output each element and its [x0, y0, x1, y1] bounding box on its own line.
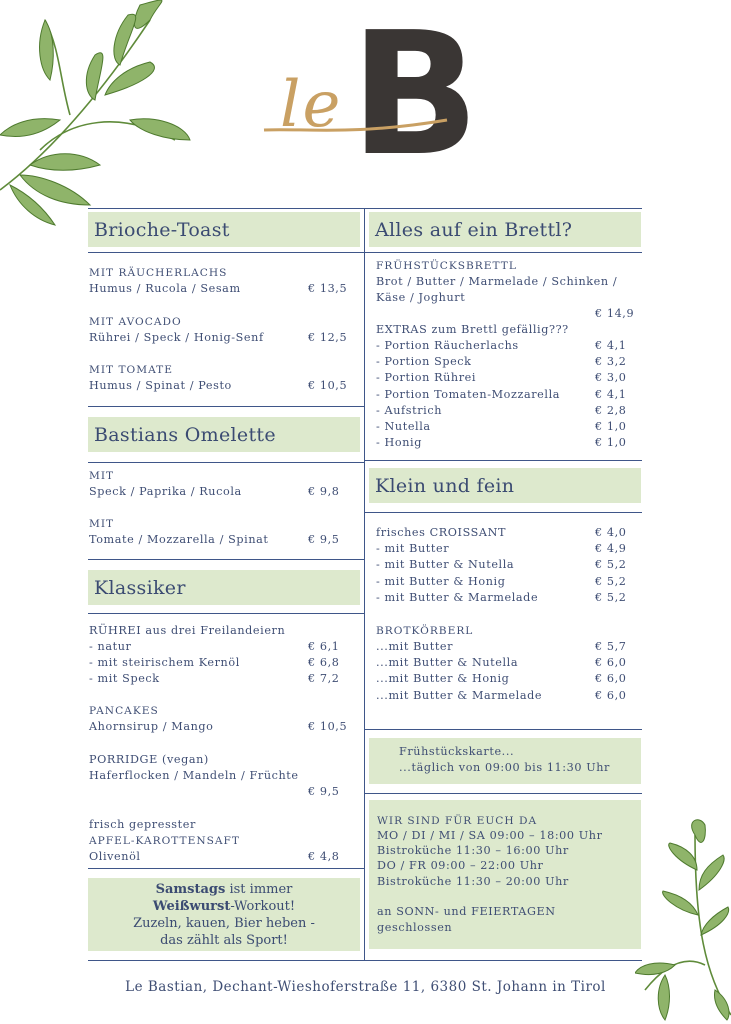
column-divider — [364, 208, 365, 960]
menu-option: ...mit Butter & Honig — [376, 672, 510, 686]
item-option: - mit steirischem Kernöl — [89, 656, 240, 669]
menu-option-price: € 6,0 — [595, 688, 627, 702]
promo-line-4: das zählt als Sport! — [160, 933, 288, 948]
item-heading: MIT — [89, 518, 115, 530]
section-title-brettl: Alles auf ein Brettl? — [369, 212, 641, 247]
item-price: € 14,9 — [595, 307, 635, 320]
item-price: € 9,8 — [308, 485, 340, 498]
item-price: € 9,5 — [308, 533, 340, 546]
divider — [88, 406, 364, 407]
menu-option-price: € 6,0 — [595, 656, 627, 670]
section-title-omelette: Bastians Omelette — [88, 417, 360, 452]
menu-option: - mit Butter & Nutella — [376, 558, 515, 572]
divider — [88, 960, 642, 961]
item-price: € 6,8 — [308, 656, 340, 669]
logo-swash — [262, 116, 452, 146]
menu-option: ...mit Butter & Nutella — [376, 656, 519, 670]
item-price: € 4,8 — [308, 850, 340, 863]
menu-option: frisches CROISSANT — [376, 526, 507, 539]
breakfast-hours-line-2: ...täglich von 09:00 bis 11:30 Uhr — [399, 761, 611, 774]
item-heading: FRÜHSTÜCKSBRETTL — [376, 260, 517, 272]
menu-option-price: € 5,2 — [595, 590, 627, 604]
divider — [88, 462, 364, 463]
promo-line-1-rest: ist immer — [225, 882, 293, 897]
divider — [88, 252, 364, 253]
item-heading: APFEL-KAROTTENSAFT — [89, 835, 240, 847]
item-description: Olivenöl — [89, 850, 141, 863]
menu-option-price: € 5,7 — [595, 640, 627, 653]
divider — [365, 252, 642, 253]
item-description: Rührei / Speck / Honig-Senf — [89, 331, 264, 344]
item-heading: PANCAKES — [89, 705, 159, 717]
divider — [88, 868, 364, 869]
menu-option: - Portion Tomaten-Mozzarella — [376, 387, 561, 401]
closed-notice-line-2: geschlossen — [377, 921, 453, 934]
item-price: € 7,2 — [308, 672, 340, 685]
opening-hours-line: DO / FR 09:00 – 22:00 Uhr — [377, 859, 544, 872]
item-heading: MIT TOMATE — [89, 364, 173, 376]
menu-option: ...mit Butter & Marmelade — [376, 688, 543, 702]
menu-option: - Portion Räucherlachs — [376, 339, 519, 352]
item-heading: RÜHREI aus drei Freilandeiern — [89, 624, 286, 637]
item-heading: MIT AVOCADO — [89, 316, 182, 328]
item-description: Käse / Joghurt — [376, 291, 466, 304]
logo-letter-b: B — [350, 0, 480, 194]
item-option: - mit Speck — [89, 672, 160, 685]
divider — [365, 460, 642, 461]
promo-line-2-rest: -Workout! — [230, 899, 296, 914]
item-description: Humus / Spinat / Pesto — [89, 379, 232, 392]
item-heading: MIT RÄUCHERLACHS — [89, 267, 228, 279]
menu-option-price: € 2,8 — [595, 403, 627, 417]
divider — [88, 208, 642, 209]
item-price: € 12,5 — [308, 331, 348, 344]
item-heading: MIT — [89, 470, 115, 482]
divider — [365, 512, 642, 513]
menu-option-price: € 5,2 — [595, 558, 627, 572]
extras-heading: EXTRAS zum Brettl gefällig??? — [376, 323, 569, 336]
section-title-klein: Klein und fein — [369, 468, 641, 503]
item-price: € 6,1 — [308, 640, 340, 653]
menu-option-price: € 4,1 — [595, 387, 627, 401]
opening-hours-heading: WIR SIND FÜR EUCH DA — [377, 815, 538, 827]
item-description: Haferflocken / Mandeln / Früchte — [89, 769, 299, 782]
opening-hours-box — [369, 800, 641, 949]
item-description: Humus / Rucola / Sesam — [89, 282, 241, 295]
item-description: Brot / Butter / Marmelade / Schinken / — [376, 275, 618, 288]
menu-option: - mit Butter & Honig — [376, 574, 506, 588]
menu-option: - Portion Speck — [376, 355, 472, 369]
item-price: € 10,5 — [308, 720, 348, 733]
footer-address: Le Bastian, Dechant-Wieshoferstraße 11, 6380 St. Johann in Tirol — [125, 979, 606, 995]
menu-option: - Aufstrich — [376, 403, 442, 417]
menu-option-price: € 4,9 — [595, 542, 627, 556]
item-price: € 9,5 — [308, 785, 340, 798]
item-heading: frisch gepresster — [89, 818, 196, 831]
breakfast-hours-line-1: Frühstückskarte... — [399, 745, 515, 758]
promo-text — [88, 881, 360, 949]
menu-option-price: € 5,2 — [595, 574, 627, 588]
menu-option: - Honig — [376, 436, 422, 450]
menu-option: - mit Butter — [376, 542, 450, 556]
section-title-brioche: Brioche-Toast — [88, 212, 360, 247]
olive-branch-top-left — [0, 0, 200, 230]
item-description: Tomate / Mozzarella / Spinat — [89, 533, 269, 546]
promo-box — [88, 878, 360, 951]
menu-option-price: € 1,0 — [595, 436, 627, 450]
menu-option-price: € 1,0 — [595, 420, 627, 433]
promo-day: Samstags — [155, 882, 226, 897]
breakfast-hours-box — [369, 738, 641, 784]
promo-line-2 — [88, 898, 360, 915]
item-price: € 13,5 — [308, 282, 348, 295]
promo-line-1 — [88, 881, 360, 898]
menu-option-price: € 4,1 — [595, 339, 627, 352]
promo-line-3: Zuzeln, kauen, Bier heben - — [133, 916, 315, 931]
item-option: - natur — [89, 640, 132, 653]
item-heading: PORRIDGE (vegan) — [89, 753, 209, 766]
promo-weisswurst: Weißwurst — [152, 899, 231, 914]
closed-notice-line-1: an SONN- und FEIERTAGEN — [377, 905, 556, 918]
item-heading: BROTKÖRBERL — [376, 625, 474, 637]
menu-option: - mit Butter & Marmelade — [376, 590, 539, 604]
menu-option-price: € 3,0 — [595, 371, 627, 385]
logo-script-le: le — [280, 68, 343, 142]
menu-option-price: € 3,2 — [595, 355, 627, 369]
divider — [365, 729, 642, 730]
logo — [262, 0, 480, 194]
menu-option-price: € 4,0 — [595, 526, 627, 539]
divider — [365, 793, 642, 794]
menu-option: ...mit Butter — [376, 640, 454, 653]
item-price: € 10,5 — [308, 379, 348, 392]
item-description: Ahornsirup / Mango — [89, 720, 214, 733]
divider — [88, 559, 364, 560]
opening-hours-line: Bistroküche 11:30 – 16:00 Uhr — [377, 844, 569, 857]
opening-hours-line: Bistroküche 11:30 – 20:00 Uhr — [377, 875, 569, 888]
section-title-klassiker: Klassiker — [88, 570, 360, 605]
menu-option: - Portion Rührei — [376, 371, 477, 385]
item-description: Speck / Paprika / Rucola — [89, 485, 242, 498]
menu-option: - Nutella — [376, 420, 431, 433]
opening-hours-line: MO / DI / MI / SA 09:00 – 18:00 Uhr — [377, 829, 603, 842]
divider — [88, 613, 364, 614]
menu-option-price: € 6,0 — [595, 672, 627, 686]
